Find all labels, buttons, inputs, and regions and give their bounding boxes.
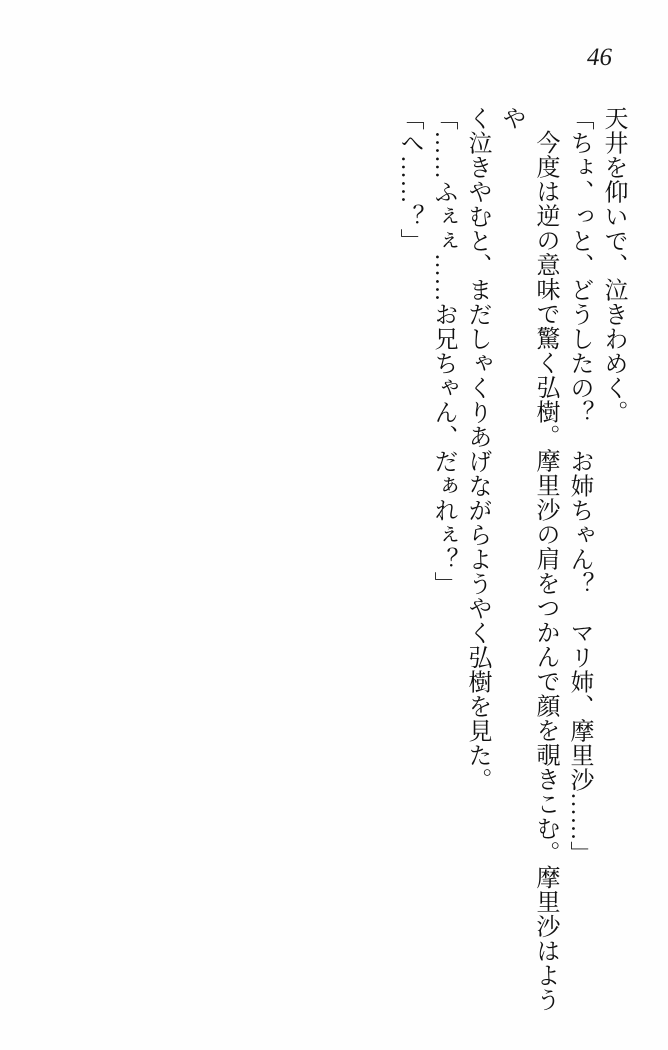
text-line-2: 「ちょ、っと、どうしたの？ お姉ちゃん？ マリ姉、摩里沙……」 [566,106,592,866]
text-line-6: 「へ……？」 [396,106,422,253]
page-text [392,106,630,1036]
page-number: 46 [587,44,612,71]
text-line-1: 天井を仰いで、泣きわめく。 [600,106,626,425]
text-line-5: 「……ふぇぇ……お兄ちゃん、だぁれぇ？」 [430,106,456,596]
text-line-4: く泣きやむと、まだしゃくりあげながらようやく弘樹を見た。 [464,106,490,792]
text-line-3: 今度は逆の意味で驚く弘樹。摩里沙の肩をつかんで顔を覗きこむ。摩里沙はようや [498,106,558,1012]
